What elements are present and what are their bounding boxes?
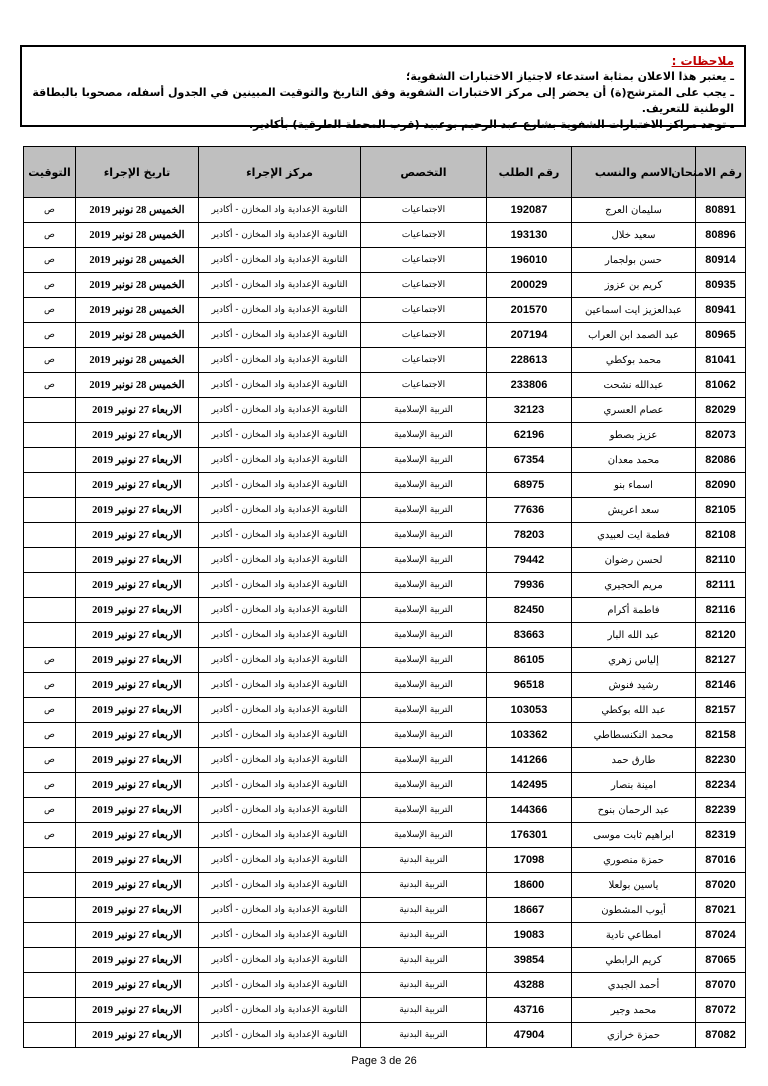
cell-center: الثانوية الإعدادية واد المخازن - أكادير	[199, 973, 361, 998]
cell-exam-number: 82105	[696, 498, 746, 523]
cell-exam-number: 82073	[696, 423, 746, 448]
cell-exam-number: 81062	[696, 373, 746, 398]
cell-specialty: الاجتماعيات	[361, 373, 487, 398]
cell-specialty: التربية البدنية	[361, 898, 487, 923]
cell-request-number: 200029	[487, 273, 572, 298]
candidates-table	[23, 146, 746, 1048]
cell-specialty: التربية الإسلامية	[361, 448, 487, 473]
cell-exam-number: 80935	[696, 273, 746, 298]
cell-exam-number: 82090	[696, 473, 746, 498]
table-row	[24, 723, 746, 748]
cell-name: طارق حمد	[572, 748, 696, 773]
notes-line-1: ـ يعتبر هذا الاعلان بمثابة استدعاء لاجتياز الاختبارات الشفوية؛	[406, 70, 734, 83]
cell-name: إلياس زهري	[572, 648, 696, 673]
cell-time: ص	[24, 798, 76, 823]
cell-time: ص	[24, 323, 76, 348]
cell-exam-number: 82319	[696, 823, 746, 848]
cell-time	[24, 473, 76, 498]
cell-date: الاربعاء 27 نونبر 2019	[76, 923, 199, 948]
cell-time: ص	[24, 673, 76, 698]
cell-request-number: 86105	[487, 648, 572, 673]
cell-request-number: 77636	[487, 498, 572, 523]
cell-time	[24, 948, 76, 973]
cell-date: الاربعاء 27 نونبر 2019	[76, 673, 199, 698]
cell-time	[24, 423, 76, 448]
cell-center: الثانوية الإعدادية واد المخازن - أكادير	[199, 273, 361, 298]
cell-specialty: الاجتماعيات	[361, 348, 487, 373]
cell-specialty: التربية الإسلامية	[361, 398, 487, 423]
cell-time: ص	[24, 298, 76, 323]
cell-time: ص	[24, 723, 76, 748]
cell-time	[24, 598, 76, 623]
cell-date: الاربعاء 27 نونبر 2019	[76, 873, 199, 898]
cell-center: الثانوية الإعدادية واد المخازن - أكادير	[199, 848, 361, 873]
table-row	[24, 773, 746, 798]
cell-exam-number: 87016	[696, 848, 746, 873]
table-row	[24, 448, 746, 473]
cell-date: الاربعاء 27 نونبر 2019	[76, 623, 199, 648]
cell-time: ص	[24, 198, 76, 223]
cell-time	[24, 998, 76, 1023]
cell-date: الاربعاء 27 نونبر 2019	[76, 598, 199, 623]
cell-center: الثانوية الإعدادية واد المخازن - أكادير	[199, 523, 361, 548]
cell-request-number: 192087	[487, 198, 572, 223]
cell-name: سليمان العرج	[572, 198, 696, 223]
cell-time	[24, 573, 76, 598]
cell-request-number: 32123	[487, 398, 572, 423]
cell-specialty: التربية الإسلامية	[361, 573, 487, 598]
cell-time	[24, 448, 76, 473]
cell-exam-number: 80965	[696, 323, 746, 348]
table-row	[24, 473, 746, 498]
cell-specialty: التربية الإسلامية	[361, 473, 487, 498]
cell-name: محمد النكنسطاطي	[572, 723, 696, 748]
table-row	[24, 648, 746, 673]
cell-exam-number: 82234	[696, 773, 746, 798]
header-request-number: رقم الطلب	[487, 147, 572, 198]
page-number: Page 3 de 26	[351, 1055, 417, 1067]
cell-date: الخميس 28 نونبر 2019	[76, 298, 199, 323]
cell-name: مريم الحجيري	[572, 573, 696, 598]
cell-name: لحسن رضوان	[572, 548, 696, 573]
cell-exam-number: 82116	[696, 598, 746, 623]
cell-request-number: 207194	[487, 323, 572, 348]
table-row	[24, 873, 746, 898]
table-row	[24, 998, 746, 1023]
table-row	[24, 548, 746, 573]
cell-specialty: التربية الإسلامية	[361, 648, 487, 673]
cell-time: ص	[24, 773, 76, 798]
notes-box	[20, 45, 746, 131]
cell-specialty: التربية البدنية	[361, 848, 487, 873]
cell-center: الثانوية الإعدادية واد المخازن - أكادير	[199, 248, 361, 273]
cell-request-number: 47904	[487, 1023, 572, 1048]
cell-name: حسن بولجمار	[572, 248, 696, 273]
cell-specialty: الاجتماعيات	[361, 273, 487, 298]
cell-time: ص	[24, 823, 76, 848]
header-center: مركز الإجراء	[199, 147, 361, 198]
cell-center: الثانوية الإعدادية واد المخازن - أكادير	[199, 798, 361, 823]
cell-date: الاربعاء 27 نونبر 2019	[76, 398, 199, 423]
cell-center: الثانوية الإعدادية واد المخازن - أكادير	[199, 948, 361, 973]
table-row	[24, 923, 746, 948]
cell-name: سعيد خلال	[572, 223, 696, 248]
cell-specialty: التربية البدنية	[361, 1023, 487, 1048]
cell-exam-number: 87024	[696, 923, 746, 948]
cell-exam-number: 80914	[696, 248, 746, 273]
table-row	[24, 748, 746, 773]
table-row	[24, 848, 746, 873]
cell-time	[24, 873, 76, 898]
cell-name: عبد الله بوكطي	[572, 698, 696, 723]
table-row	[24, 273, 746, 298]
cell-exam-number: 87020	[696, 873, 746, 898]
cell-center: الثانوية الإعدادية واد المخازن - أكادير	[199, 223, 361, 248]
cell-name: اسماء بنو	[572, 473, 696, 498]
cell-time: ص	[24, 373, 76, 398]
cell-center: الثانوية الإعدادية واد المخازن - أكادير	[199, 873, 361, 898]
header-time: التوقيت	[24, 147, 76, 198]
cell-center: الثانوية الإعدادية واد المخازن - أكادير	[199, 323, 361, 348]
table-row	[24, 248, 746, 273]
cell-time	[24, 923, 76, 948]
cell-name: محمد وجير	[572, 998, 696, 1023]
cell-center: الثانوية الإعدادية واد المخازن - أكادير	[199, 898, 361, 923]
cell-center: الثانوية الإعدادية واد المخازن - أكادير	[199, 623, 361, 648]
cell-date: الاربعاء 27 نونبر 2019	[76, 698, 199, 723]
cell-specialty: التربية البدنية	[361, 998, 487, 1023]
cell-name: عبدالله نشحت	[572, 373, 696, 398]
cell-exam-number: 87072	[696, 998, 746, 1023]
cell-center: الثانوية الإعدادية واد المخازن - أكادير	[199, 998, 361, 1023]
table-row	[24, 223, 746, 248]
cell-exam-number: 82029	[696, 398, 746, 423]
cell-exam-number: 87070	[696, 973, 746, 998]
cell-request-number: 79442	[487, 548, 572, 573]
cell-time	[24, 1023, 76, 1048]
cell-name: امطاعي نادية	[572, 923, 696, 948]
cell-date: الاربعاء 27 نونبر 2019	[76, 423, 199, 448]
table-row	[24, 373, 746, 398]
cell-exam-number: 82127	[696, 648, 746, 673]
cell-request-number: 19083	[487, 923, 572, 948]
cell-request-number: 141266	[487, 748, 572, 773]
cell-name: عصام العسري	[572, 398, 696, 423]
cell-request-number: 82450	[487, 598, 572, 623]
cell-time	[24, 548, 76, 573]
cell-date: الاربعاء 27 نونبر 2019	[76, 473, 199, 498]
cell-request-number: 103053	[487, 698, 572, 723]
cell-request-number: 96518	[487, 673, 572, 698]
cell-date: الاربعاء 27 نونبر 2019	[76, 948, 199, 973]
cell-center: الثانوية الإعدادية واد المخازن - أكادير	[199, 298, 361, 323]
cell-exam-number: 82108	[696, 523, 746, 548]
cell-request-number: 18667	[487, 898, 572, 923]
cell-time: ص	[24, 748, 76, 773]
table-row	[24, 398, 746, 423]
cell-time	[24, 498, 76, 523]
table-row	[24, 973, 746, 998]
cell-request-number: 144366	[487, 798, 572, 823]
cell-time	[24, 523, 76, 548]
cell-request-number: 39854	[487, 948, 572, 973]
cell-specialty: التربية الإسلامية	[361, 598, 487, 623]
cell-exam-number: 80891	[696, 198, 746, 223]
cell-exam-number: 80896	[696, 223, 746, 248]
cell-name: كريم الرابطي	[572, 948, 696, 973]
cell-request-number: 228613	[487, 348, 572, 373]
cell-specialty: التربية الإسلامية	[361, 623, 487, 648]
cell-request-number: 68975	[487, 473, 572, 498]
cell-center: الثانوية الإعدادية واد المخازن - أكادير	[199, 573, 361, 598]
table-row	[24, 898, 746, 923]
cell-name: فاطمة أكرام	[572, 598, 696, 623]
cell-specialty: التربية البدنية	[361, 973, 487, 998]
cell-specialty: الاجتماعيات	[361, 298, 487, 323]
cell-center: الثانوية الإعدادية واد المخازن - أكادير	[199, 373, 361, 398]
cell-exam-number: 87082	[696, 1023, 746, 1048]
cell-exam-number: 82110	[696, 548, 746, 573]
cell-date: الاربعاء 27 نونبر 2019	[76, 848, 199, 873]
table-row	[24, 673, 746, 698]
cell-center: الثانوية الإعدادية واد المخازن - أكادير	[199, 348, 361, 373]
notes-title: ملاحظات :	[671, 54, 734, 68]
cell-request-number: 78203	[487, 523, 572, 548]
table-row	[24, 623, 746, 648]
cell-request-number: 43288	[487, 973, 572, 998]
cell-center: الثانوية الإعدادية واد المخازن - أكادير	[199, 823, 361, 848]
header-specialty: التخصص	[361, 147, 487, 198]
cell-exam-number: 82146	[696, 673, 746, 698]
cell-date: الاربعاء 27 نونبر 2019	[76, 898, 199, 923]
cell-request-number: 176301	[487, 823, 572, 848]
cell-exam-number: 87021	[696, 898, 746, 923]
cell-specialty: التربية الإسلامية	[361, 548, 487, 573]
cell-request-number: 196010	[487, 248, 572, 273]
cell-name: فطمة ايت لعبيدي	[572, 523, 696, 548]
cell-center: الثانوية الإعدادية واد المخازن - أكادير	[199, 748, 361, 773]
cell-request-number: 142495	[487, 773, 572, 798]
cell-specialty: التربية البدنية	[361, 948, 487, 973]
cell-date: الخميس 28 نونبر 2019	[76, 198, 199, 223]
cell-specialty: التربية البدنية	[361, 923, 487, 948]
cell-date: الاربعاء 27 نونبر 2019	[76, 648, 199, 673]
cell-time	[24, 623, 76, 648]
cell-center: الثانوية الإعدادية واد المخازن - أكادير	[199, 198, 361, 223]
cell-name: محمد معدان	[572, 448, 696, 473]
cell-center: الثانوية الإعدادية واد المخازن - أكادير	[199, 448, 361, 473]
cell-name: عبد الرحمان بنوح	[572, 798, 696, 823]
cell-date: الخميس 28 نونبر 2019	[76, 223, 199, 248]
cell-specialty: التربية الإسلامية	[361, 698, 487, 723]
cell-exam-number: 82111	[696, 573, 746, 598]
header-name: الاسم والنسب	[572, 147, 696, 198]
cell-exam-number: 82158	[696, 723, 746, 748]
cell-date: الخميس 28 نونبر 2019	[76, 373, 199, 398]
cell-center: الثانوية الإعدادية واد المخازن - أكادير	[199, 773, 361, 798]
cell-request-number: 67354	[487, 448, 572, 473]
cell-date: الخميس 28 نونبر 2019	[76, 273, 199, 298]
cell-center: الثانوية الإعدادية واد المخازن - أكادير	[199, 723, 361, 748]
cell-date: الاربعاء 27 نونبر 2019	[76, 498, 199, 523]
table-row	[24, 823, 746, 848]
table-row	[24, 523, 746, 548]
cell-name: عبد الله البار	[572, 623, 696, 648]
cell-center: الثانوية الإعدادية واد المخازن - أكادير	[199, 498, 361, 523]
cell-request-number: 201570	[487, 298, 572, 323]
notes-line-2: ـ يجب على المترشح(ة) أن يحضر إلى مركز الاختبارات الشفوية وفق التاريخ والتوقيت المبينين في الجدول أسفله، مصحوبا بالبطاقة الوطنية للتعريف.	[32, 86, 734, 115]
notes-line-3: ـ توجد مراكز الاختبارات الشفوية بشارع عبد الرحيم بوعبيد (قرب المحطة الطرقية) بأكادير.	[248, 118, 734, 131]
cell-request-number: 233806	[487, 373, 572, 398]
cell-name: ياسين بولعلا	[572, 873, 696, 898]
cell-request-number: 193130	[487, 223, 572, 248]
cell-center: الثانوية الإعدادية واد المخازن - أكادير	[199, 1023, 361, 1048]
cell-name: محمد بوكطي	[572, 348, 696, 373]
cell-name: ابراهيم ثابت موسى	[572, 823, 696, 848]
cell-request-number: 62196	[487, 423, 572, 448]
cell-specialty: الاجتماعيات	[361, 248, 487, 273]
cell-name: عبد الصمد ابن العراب	[572, 323, 696, 348]
cell-request-number: 17098	[487, 848, 572, 873]
cell-specialty: الاجتماعيات	[361, 323, 487, 348]
cell-name: عزيز بصطو	[572, 423, 696, 448]
table-row	[24, 298, 746, 323]
cell-date: الاربعاء 27 نونبر 2019	[76, 448, 199, 473]
cell-center: الثانوية الإعدادية واد المخازن - أكادير	[199, 598, 361, 623]
cell-date: الاربعاء 27 نونبر 2019	[76, 723, 199, 748]
cell-time: ص	[24, 223, 76, 248]
table-row	[24, 798, 746, 823]
cell-name: حمزة خرازي	[572, 1023, 696, 1048]
cell-specialty: التربية الإسلامية	[361, 498, 487, 523]
table-row	[24, 423, 746, 448]
cell-date: الخميس 28 نونبر 2019	[76, 323, 199, 348]
table-row	[24, 1023, 746, 1048]
cell-exam-number: 82239	[696, 798, 746, 823]
cell-specialty: التربية الإسلامية	[361, 673, 487, 698]
cell-time	[24, 973, 76, 998]
cell-date: الاربعاء 27 نونبر 2019	[76, 973, 199, 998]
cell-request-number: 79936	[487, 573, 572, 598]
cell-date: الخميس 28 نونبر 2019	[76, 348, 199, 373]
cell-name: رشيد فنوش	[572, 673, 696, 698]
table-row	[24, 198, 746, 223]
cell-time: ص	[24, 348, 76, 373]
cell-date: الاربعاء 27 نونبر 2019	[76, 823, 199, 848]
cell-center: الثانوية الإعدادية واد المخازن - أكادير	[199, 398, 361, 423]
cell-time	[24, 848, 76, 873]
cell-center: الثانوية الإعدادية واد المخازن - أكادير	[199, 673, 361, 698]
table-row	[24, 498, 746, 523]
cell-time: ص	[24, 273, 76, 298]
cell-date: الاربعاء 27 نونبر 2019	[76, 523, 199, 548]
cell-date: الاربعاء 27 نونبر 2019	[76, 998, 199, 1023]
cell-name: امينة بنصار	[572, 773, 696, 798]
table-row	[24, 698, 746, 723]
cell-specialty: التربية الإسلامية	[361, 773, 487, 798]
cell-request-number: 83663	[487, 623, 572, 648]
cell-specialty: التربية البدنية	[361, 873, 487, 898]
cell-name: عبدالعزيز ايت اسماعين	[572, 298, 696, 323]
cell-specialty: التربية الإسلامية	[361, 423, 487, 448]
cell-exam-number: 81041	[696, 348, 746, 373]
cell-name: حمزة منصوري	[572, 848, 696, 873]
cell-date: الاربعاء 27 نونبر 2019	[76, 1023, 199, 1048]
table-row	[24, 598, 746, 623]
cell-time	[24, 398, 76, 423]
cell-time: ص	[24, 648, 76, 673]
cell-request-number: 43716	[487, 998, 572, 1023]
cell-exam-number: 82120	[696, 623, 746, 648]
cell-exam-number: 82086	[696, 448, 746, 473]
table-row	[24, 948, 746, 973]
cell-name: أيوب المشطون	[572, 898, 696, 923]
cell-center: الثانوية الإعدادية واد المخازن - أكادير	[199, 648, 361, 673]
table-row	[24, 573, 746, 598]
cell-center: الثانوية الإعدادية واد المخازن - أكادير	[199, 698, 361, 723]
cell-date: الاربعاء 27 نونبر 2019	[76, 773, 199, 798]
cell-specialty: التربية الإسلامية	[361, 798, 487, 823]
cell-time: ص	[24, 248, 76, 273]
cell-date: الاربعاء 27 نونبر 2019	[76, 798, 199, 823]
cell-time: ص	[24, 698, 76, 723]
cell-date: الاربعاء 27 نونبر 2019	[76, 573, 199, 598]
cell-exam-number: 82157	[696, 698, 746, 723]
table-row	[24, 348, 746, 373]
cell-exam-number: 87065	[696, 948, 746, 973]
cell-name: كريم بن عزوز	[572, 273, 696, 298]
cell-time	[24, 898, 76, 923]
cell-specialty: التربية الإسلامية	[361, 823, 487, 848]
cell-center: الثانوية الإعدادية واد المخازن - أكادير	[199, 548, 361, 573]
cell-date: الخميس 28 نونبر 2019	[76, 248, 199, 273]
header-exam-number: رقم الامتحان	[696, 147, 746, 198]
cell-specialty: الاجتماعيات	[361, 198, 487, 223]
table-row	[24, 323, 746, 348]
cell-request-number: 18600	[487, 873, 572, 898]
cell-name: سعد اعريش	[572, 498, 696, 523]
cell-specialty: التربية الإسلامية	[361, 723, 487, 748]
header-date: تاريخ الإجراء	[76, 147, 199, 198]
cell-exam-number: 80941	[696, 298, 746, 323]
cell-center: الثانوية الإعدادية واد المخازن - أكادير	[199, 473, 361, 498]
cell-specialty: الاجتماعيات	[361, 223, 487, 248]
cell-specialty: التربية الإسلامية	[361, 748, 487, 773]
cell-date: الاربعاء 27 نونبر 2019	[76, 548, 199, 573]
cell-specialty: التربية الإسلامية	[361, 523, 487, 548]
cell-name: أحمد الجبدي	[572, 973, 696, 998]
table-header-row	[24, 147, 746, 198]
cell-date: الاربعاء 27 نونبر 2019	[76, 748, 199, 773]
cell-exam-number: 82230	[696, 748, 746, 773]
cell-request-number: 103362	[487, 723, 572, 748]
cell-center: الثانوية الإعدادية واد المخازن - أكادير	[199, 423, 361, 448]
cell-center: الثانوية الإعدادية واد المخازن - أكادير	[199, 923, 361, 948]
